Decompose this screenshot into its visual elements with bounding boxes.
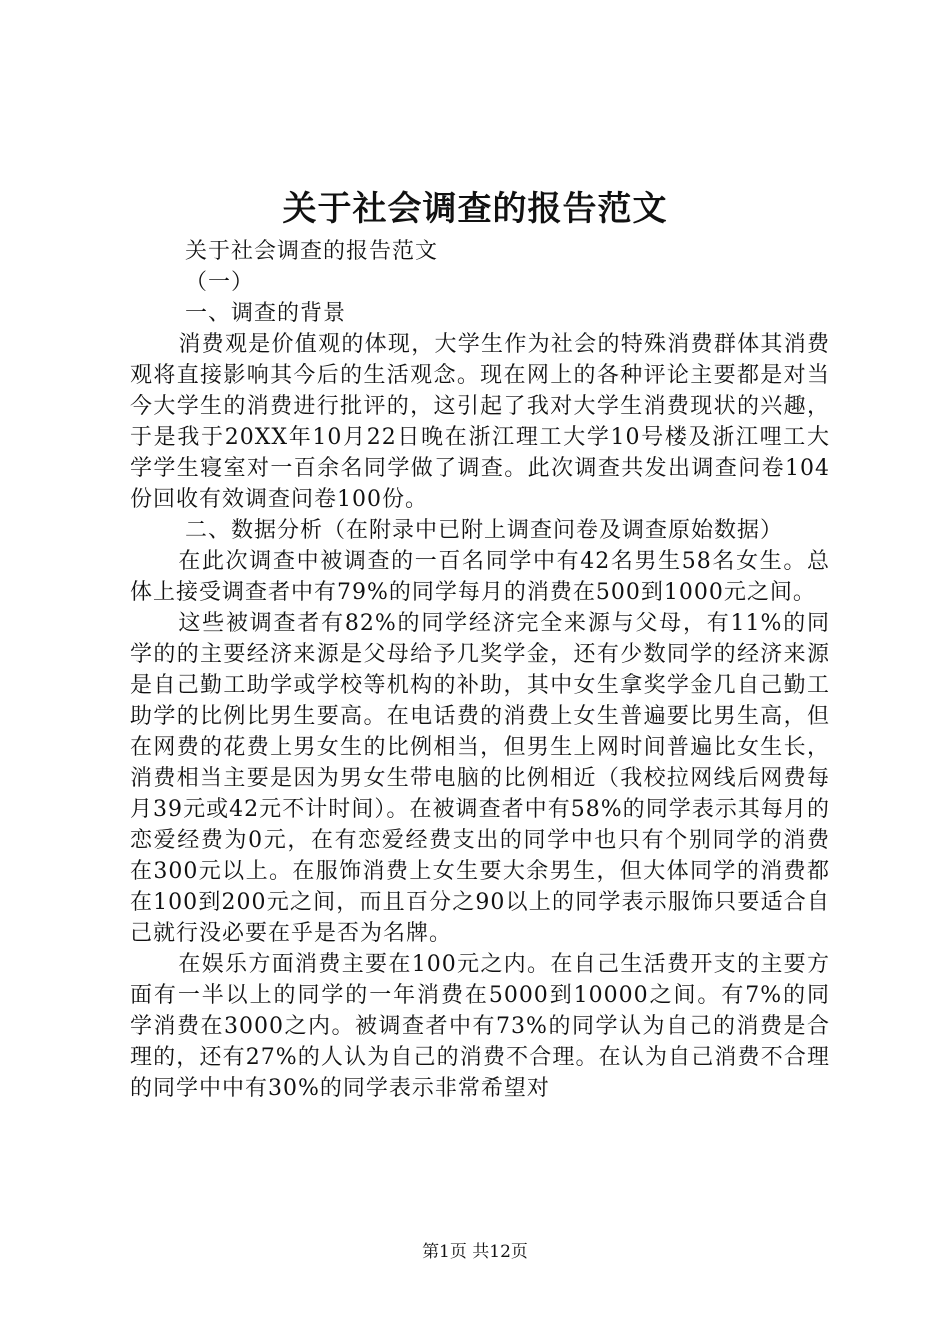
section-heading-analysis: 二、数据分析（在附录中已附上调查问卷及调查原始数据） [185, 518, 784, 543]
section-heading-background: 一、调查的背景 [185, 301, 347, 326]
paragraph-income-sources: 这些被调查者有82%的同学经济完全来源与父母，有11%的同学的的主要经济来源是父母给予几奖学金，还有少数同学的经济来源是自己勤工助学或学校等机构的补助，其中女生拿奖学金几自己勤工助学的比例比男生要高。在电话费的消费上女生普遍要比男生高，但在网费的花费上男女生的比例相当，但男生上网时间普遍比女生长，消费相当主要是因为男女生带电脑的比例相近（我校拉网线后网费每月39元或42元不计时间）。在被调查者中有58%的同学表示其每月的恋爱经费为0元，在有恋爱经费支出的同学中也只有个别同学的消费在300元以上。在服饰消费上女生要大余男生，但大体同学的消费都在100到200元之间，而且百分之90以上的同学表示服饰只要适合自己就行没必要在乎是否为名牌。 [130, 611, 830, 946]
paragraph-entertainment: 在娱乐方面消费主要在100元之内。在自己生活费开支的主要方面有一半以上的同学的一年消费在5000到10000之间。有7%的同学消费在3000之内。被调查者中有73%的同学认为自己的消费是合理的，还有27%的人认为自己的消费不合理。在认为自己消费不合理的同学中中有30%的同学表示非常希望对 [130, 952, 830, 1101]
page-footer: 第1页 共12页 [422, 1242, 528, 1262]
document-body [130, 236, 830, 1104]
subtitle-paragraph: 关于社会调查的报告范文 [185, 239, 439, 264]
paragraph-respondents: 在此次调查中被调查的一百名同学中有42名男生58名女生。总体上接受调查者中有79%的同学每月的消费在500到1000元之间。 [130, 549, 830, 605]
document-title: 关于社会调查的报告范文 [282, 189, 668, 229]
section-marker: （一） [185, 270, 255, 295]
paragraph-background: 消费观是价值观的体现，大学生作为社会的特殊消费群体其消费观将直接影响其今后的生活观念。现在网上的各种评论主要都是对当今大学生的消费进行批评的，这引起了我对大学生消费现状的兴趣，于是我于20XX年10月22日晚在浙江理工大学10号楼及浙江哩工大学学生寝室对一百余名同学做了调查。此次调查共发出调查问卷104份回收有效调查问卷100份。 [130, 332, 830, 512]
